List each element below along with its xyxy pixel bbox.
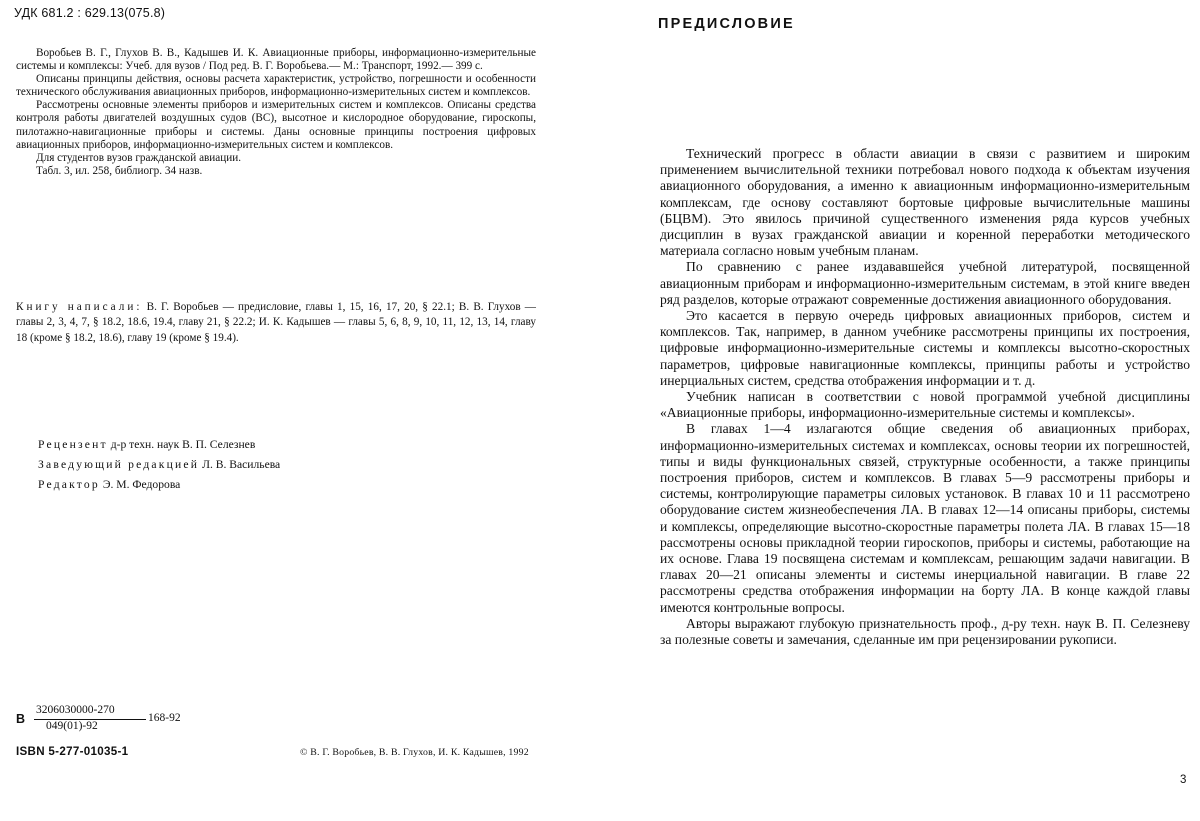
right-page bbox=[600, 0, 1200, 821]
page-title: ПРЕДИСЛОВИЕ bbox=[658, 16, 795, 32]
annotation-paragraph: Рассмотрены основные элементы приборов и измерительных систем и комплексов. Описаны средства контроля работы двигателей воздушных судов (ВС), высотное и кислородное оборудование, гироскопы, пилотажно-навигационные приборы и системы. Даны основные принципы построения цифровых авиационных приборов, информационно-измерительных систем и комплексов. bbox=[16, 99, 536, 151]
table-count-note: Табл. 3, ил. 258, библиогр. 34 назв. bbox=[36, 164, 203, 177]
credit-role: Рецензент bbox=[38, 438, 108, 451]
preface-paragraph: В главах 1—4 излагаются общие сведения об авиационных приборах, информационно-измерительных системах и комплексах, основы теории их погрешностей, типы и виды функциональных связей, структурные особенности, а также принципы построения приборов, систем и комплексов. В главах 5—9 рассмотрены приборы и системы, контролирующие параметры силовых установок. В главах 10 и 11 рассмотрено оборудование систем жизнеобеспечения ЛА. В главах 12—14 описаны приборы, системы и комплексы, определяющие высотно-скоростные параметры полета ЛА. В главах 15—18 рассмотрены основы прикладной теории гироскопов, приборы и системы, работающие на их основе. Глава 19 посвящена системам и комплексам, решающим задачи навигации. В главах 20—21 описаны элементы и системы инерциальной навигации. В главе 22 рассмотрены средства отображения информации на борту ЛА. В конце каждой главы имеются контрольные вопросы. bbox=[660, 421, 1190, 615]
credit-role: Заведующий редакцией bbox=[38, 458, 200, 471]
authors-text: В. Г. Воробьев — предисловие, главы 1, 15, 16, 17, 20, § 22.1; В. В. Глухов — главы 2, 3, 4, 7, § 18.2, 18.6, 19.4, главу 21, § 22.2; И. К. Кадышев — главы 5, 6, 8, 9, 10, 11, 12, 13, 14, главу 18 (кроме § 18.2, 18.6), главу 19 (кроме § 19.4). bbox=[16, 301, 536, 344]
credit-name: Л. В. Васильева bbox=[202, 458, 281, 471]
audience-note: Для студентов вузов гражданской авиации. bbox=[36, 151, 242, 164]
credit-name: д-р техн. наук В. П. Селезнев bbox=[110, 438, 256, 451]
preface-body bbox=[660, 146, 1190, 648]
editorial-credits bbox=[38, 435, 280, 495]
copyright-notice: © В. Г. Воробьев, В. В. Глухов, И. К. Кадышев, 1992 bbox=[300, 747, 529, 758]
code-numerator: 3206030000-270 bbox=[36, 704, 115, 716]
credit-line bbox=[38, 475, 280, 495]
code-suffix: 168-92 bbox=[148, 712, 181, 724]
authors-credits bbox=[16, 300, 536, 346]
annotation-paragraph: Описаны принципы действия, основы расчета характеристик, устройство, погрешности и особенности технического обслуживания авиационных приборов, информационно-измерительных систем и комплексов. bbox=[16, 73, 536, 99]
code-denominator: 049(01)-92 bbox=[46, 720, 98, 732]
preface-paragraph: Учебник написан в соответствии с новой программой учебной дисциплины «Авиационные приборы, информационно-измерительные системы и комплексы». bbox=[660, 389, 1190, 421]
credit-line bbox=[38, 435, 280, 455]
isbn: ISBN 5-277-01035-1 bbox=[16, 745, 129, 758]
preface-paragraph: Технический прогресс в области авиации в связи с развитием и широким применением вычислительной техники потребовал нового подхода к объектам изучения авиационного оборудования, а именно к авиационным информационно-измерительным комплексам, где основу составляют бортовые цифровые вычислительные машины (БЦВМ). Это явилось причиной существенного изменения ряда курсов учебных дисциплин в вузах гражданской авиации и коренной переработки методического материала согласно новым учебным планам. bbox=[660, 146, 1190, 259]
credit-role: Редактор bbox=[38, 478, 100, 491]
credit-name: Э. М. Федорова bbox=[102, 478, 181, 491]
code-letter: В bbox=[16, 712, 26, 726]
bibliographic-entry: Воробьев В. Г., Глухов В. В., Кадышев И. К. Авиационные приборы, информационно-измерительные системы и комплексы: Учеб. для вузов / Под ред. В. Г. Воробьева.— М.: Транспорт, 1992.— 399 с. bbox=[16, 47, 536, 73]
authors-label: Книгу написали: bbox=[16, 301, 143, 313]
preface-paragraph: По сравнению с ранее издававшейся учебной литературой, посвященной авиационным приборам и информационно-измерительным системам, в этой книге введен ряд разделов, которые отражают современные достижения авиационного оборудования. bbox=[660, 259, 1190, 307]
bibliographic-description bbox=[16, 47, 536, 178]
preface-paragraph: Это касается в первую очередь цифровых авиационных приборов, систем и комплексов. Так, например, в данном учебнике рассмотрены принципы их построения, цифровые информационно-измерительные системы и комплексы высотно-скоростных параметров, цифровые навигационные комплексы, принципы работы и устройство инерциальных систем, средства отображения информации и т. д. bbox=[660, 308, 1190, 388]
credit-line bbox=[38, 455, 280, 475]
page-number: 3 bbox=[1180, 774, 1187, 786]
preface-paragraph: Авторы выражают глубокую признательность проф., д-ру техн. наук В. П. Селезневу за полезные советы и замечания, сделанные им при рецензировании рукописи. bbox=[660, 615, 1190, 648]
udk-code: УДК 681.2 : 629.13(075.8) bbox=[14, 6, 166, 20]
